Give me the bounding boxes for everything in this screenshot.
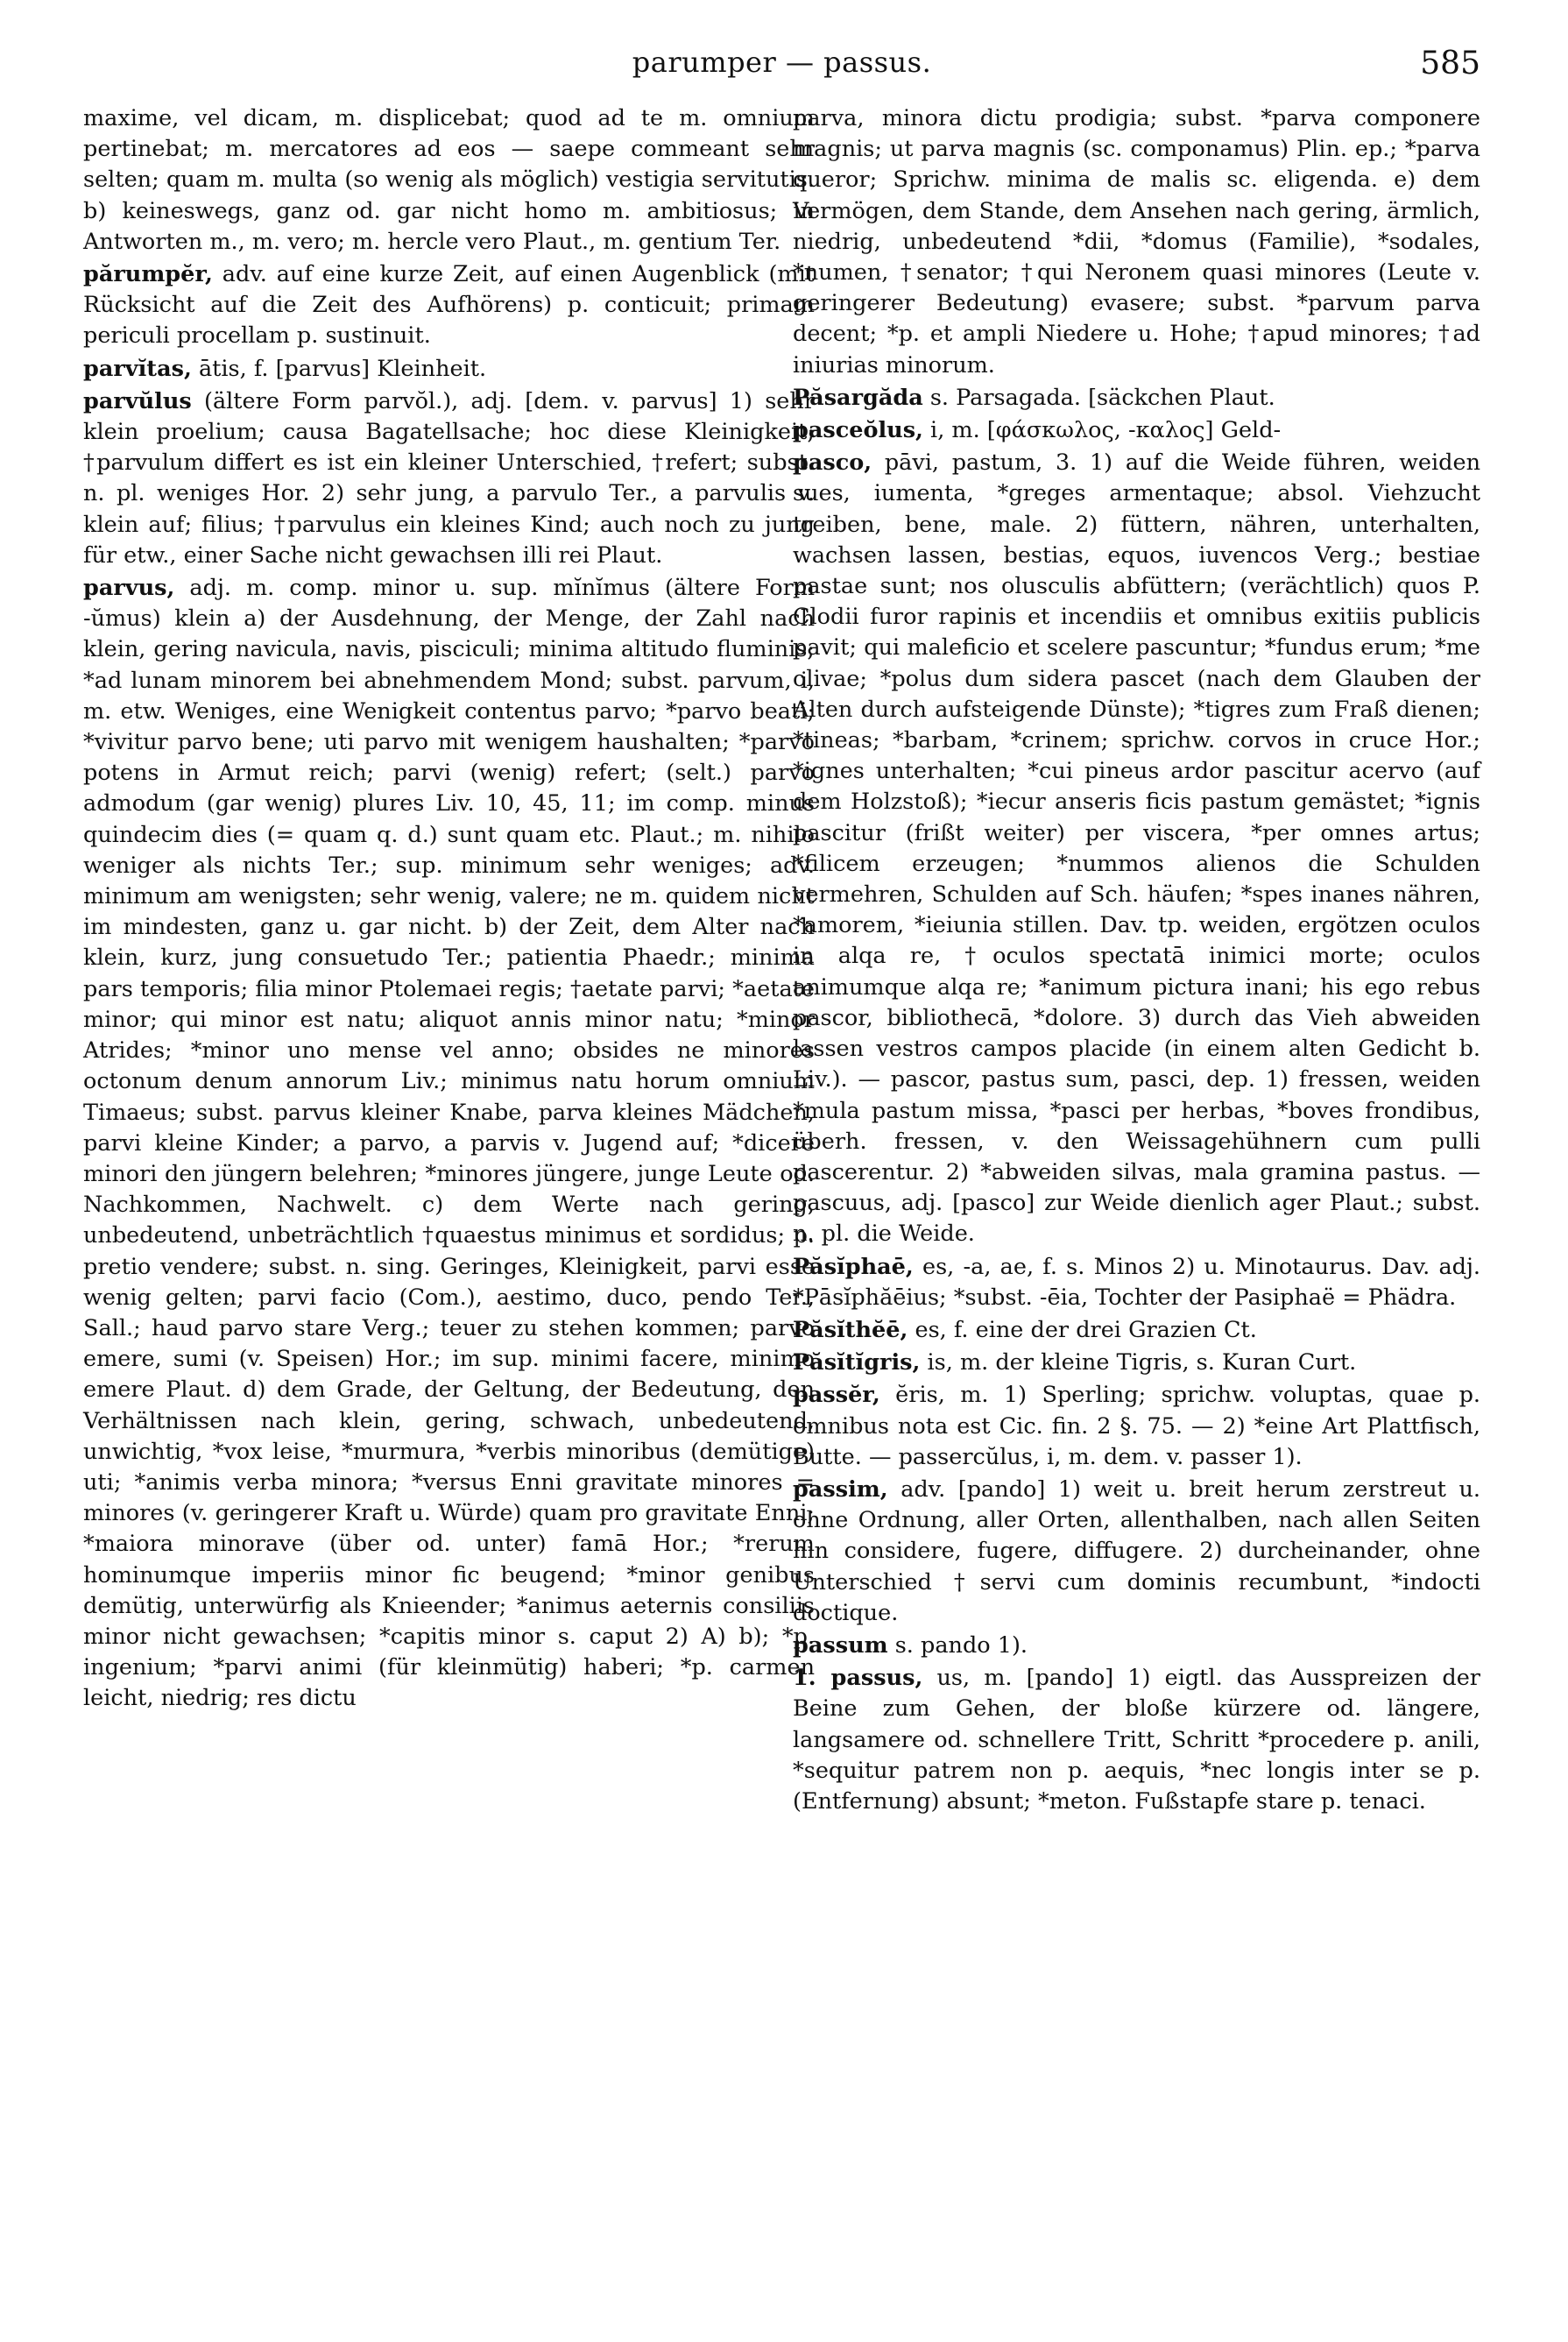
entry-text: adv. auf eine kurze Zeit, auf einen Augenblick (mit Rücksicht auf die Zeit des Aufhörens) p. conticuit; primam periculi procellam p. sustinuit. (83, 261, 816, 350)
entry (793, 383, 1480, 414)
lemma: părumpĕr, (83, 261, 213, 288)
entry-text: adj. m. comp. minor u. sup. mĭnĭmus (ältere Form -ŭmus) klein a) der Ausdehnung, der Menge, der Zahl nach klein, gering navicula, navis, pisciculi; minima altitudo fluminis; *ad lunam minorem bei abnehmendem Mond; subst. parvum, i, m. etw. Weniges, eine Wenigkeit contentus parvo; *parvo beati; *vivitur parvo bene; uti parvo mit wenigem haushalten; *parvo potens in Armut reich; parvi (wenig) refert; (selt.) parvo admodum (gar wenig) plures Liv. 10, 45, 11; im comp. minus quindecim dies (= quam q. d.) sunt quam etc. Plaut.; m. nihilo weniger als nichts Ter.; sup. minimum sehr weniges; adv. minimum am wenigsten; sehr wenig, valere; ne m. quidem nicht im mindesten, ganz u. gar nicht. b) der Zeit, dem Alter nach klein, kurz, jung consuetudo Ter.; patientia Phaedr.; minima pars temporis; filia minor Ptolemaei regis; †aetate parvi; *aetate minor; qui minor est natu; aliquot annis minor natu; *minor Atrides; *minor uno mense vel anno; obsides ne minores octonum denum annorum Liv.; minimus natu horum omnium Timaeus; subst. parvus kleiner Knabe, parva kleines Mädchen, parvi kleine Kinder; a parvo, a parvis v. Jugend auf; *dicere minori den jüngern belehren; *minores jüngere, junge Leute od. Nachkommen, Nachwelt. c) dem Werte nach gering, unbedeutend, unbeträchtlich †quaestus minimus et sordidus; p. pretio vendere; subst. n. sing. Geringes, Kleinigkeit, parvi esse wenig gelten; parvi facio (Com.), aestimo, duco, pendo Ter., Sall.; haud parvo stare Verg.; teuer zu stehen kommen; parvo emere, sumi (v. Speisen) Hor.; im sup. minimi facere, minimo emere Plaut. d) dem Grade, der Geltung, der Bedeutung, den Verhältnissen nach klein, gering, schwach, unbedeutend, unwichtig, *vox leise, *murmura, *verbis minoribus (demütige) uti; *animis verba minora; *versus Enni gravitate minores = minores (v. geringerer Kraft u. Würde) quam pro gravitate Enni; *maiora minorave (über od. unter) famā Hor.; *rerum hominumque imperiis minor fic beugend; *minor genibus demütig, unterwürfig als Knieender; *animus aeternis consiliis minor nicht gewachsen; *capitis minor s. caput 2) A) b); *p. ingenium; *parvi animi (für kleinmütig) haberi; *p. carmen leicht, niedrig; res dictu (83, 575, 816, 1712)
entry-text: adv. [pando] 1) weit u. breit herum zerstreut u. ohne Ordnung, aller Orten, allenthalben, nach allen Seiten hin considere, fugere, diffugere. 2) durcheinander, ohne Unterschied †servi cum dominis recumbunt, *indocti doctique. (793, 1475, 1481, 1626)
entry-text: i, m. [φάσκωλος, -καλος] Geld- (930, 417, 1282, 444)
entry-text: parva, minora dictu prodigia; subst. *parva componere magnis; ut parva magnis (sc. componamus) Plin. ep.; *parva queror; Sprichw. minima de malis sc. eligenda. e) dem Vermögen, dem Stande, dem Ansehen nach gering, ärmlich, niedrig, unbedeutend *dii, *domus (Familie), *sodales, *numen, †senator; †qui Neronem quasi minores (Leute v. geringerer Bedeutung) evasere; subst. *parvum parva decent; *p. et ampli Niedere u. Hohe; †apud minores; †ad iniurias minorum. (793, 105, 1480, 379)
entry (793, 103, 1480, 381)
entry-text: is, m. der kleine Tigris, s. Kuran Curt. (927, 1349, 1357, 1376)
entry-text: (ältere Form parvŏl.), adj. [dem. v. parvus] 1) sehr klein proelium; causa Bagatellsache; hoc diese Kleinigkeit; †parvulum differt es ist ein kleiner Unterschied, †refert; subst. n. pl. weniges Hor. 2) sehr jung, a parvulo Ter., a parvulis v. klein auf; filius; †parvulus ein kleines Kind; auch noch zu jung für etw., einer Sache nicht gewachsen illi rei Plaut. (83, 387, 815, 569)
entry (83, 259, 815, 352)
entry (793, 1631, 1480, 1661)
entry (793, 1475, 1480, 1629)
entry (793, 1348, 1480, 1378)
lemma: Păsargăda (793, 384, 923, 411)
entry (83, 386, 815, 571)
lemma: Păsĭphaē, (793, 1253, 914, 1280)
page-number: 585 (1420, 46, 1480, 81)
running-head: parumper — passus. (632, 46, 932, 79)
lemma: pasceŏlus, (793, 417, 923, 444)
entry (83, 573, 815, 1715)
entry-text: es, -a, ae, f. s. Minos 2) u. Minotaurus. Dav. adj. *Pāsĭphăēius; *subst. -ēia, Tochter der Pasiphaë = Phädra. (793, 1253, 1481, 1311)
lemma: Păsĭthĕē, (793, 1316, 908, 1343)
lemma: Păsĭtĭgris, (793, 1349, 921, 1376)
lemma: 1. passus, (793, 1665, 923, 1692)
right-column (793, 103, 1480, 1819)
entry-text: es, f. eine der drei Grazien Ct. (915, 1316, 1257, 1343)
entry-text: s. Parsagada. [säckchen Plaut. (929, 384, 1275, 411)
entry-text: ĕris, m. 1) Sperling; sprichw. voluptas, quae p. omnibus nota est Cic. fin. 2 §. 75. — 2) *eine Art Plattfisch, Butte. — passercŭlus, i, m. dem. v. passer 1). (793, 1382, 1481, 1470)
entry (83, 354, 815, 385)
lemma: pasco, (793, 449, 872, 477)
lemma: passĕr, (793, 1382, 880, 1409)
entry-text: s. pando 1). (894, 1631, 1028, 1659)
entry (793, 1315, 1480, 1346)
page-header (83, 46, 1480, 89)
entry-text: maxime, vel dicam, m. displicebat; quod ad te m. omnium pertinebat; m. mercatores ad eos — saepe commeant sehr selten; quam m. multa (so wenig als möglich) vestigia servitutis. b) keineswegs, ganz od. gar nicht homo m. ambitiosus; in Antworten m., m. vero; m. hercle vero Plaut., m. gentium Ter. (83, 105, 815, 255)
lemma: parvŭlus (83, 387, 192, 414)
entry (793, 1380, 1480, 1473)
entry (793, 415, 1480, 446)
left-column (83, 103, 815, 1716)
entry-text: us, m. [pando] 1) eigtl. das Ausspreizen der Beine zum Gehen, der bloße kürzere od. längere, langsamere od. schnellere Tritt, Schritt *procedere p. anili, *sequitur patrem non p. aequis, *nec longis inter se p. (Entfernung) absunt; *meton. Fußstapfe stare p. tenaci. (793, 1665, 1480, 1815)
entry (793, 1252, 1480, 1313)
lemma: parvus, (83, 575, 175, 602)
entry (793, 1663, 1480, 1817)
entry (83, 103, 815, 258)
lemma: passum (793, 1631, 888, 1659)
entry-text: ātis, f. [parvus] Kleinheit. (198, 355, 487, 382)
entry-text: pāvi, pastum, 3. 1) auf die Weide führen, weiden sues, iumenta, *greges armentaque; absol. Viehzucht treiben, bene, male. 2) füttern, nähren, unterhalten, wachsen lassen, bestias, equos, iuvencos Verg.; bestiae pastae sunt; nos olusculis abfüttern; (verächtlich) quos P. Clodii furor rapinis et incendiis et omnibus exitiis publicis pavit; qui maleficio et scelere pascuntur; *fundus erum; *me olivae; *polus dum sidera pascet (nach dem Glauben der Alten durch aufsteigende Dünste); *tigres zum Fraß dienen; *tineas; *barbam, *crinem; sprichw. corvos in cruce Hor.; *ignes unterhalten; *cui pineus ardor pascitur acervo (auf dem Holzstoß); *iecur anseris ficis pastum gemästet; *ignis pascitur (frißt weiter) per viscera, *per omnes artus; *filicem erzeugen; *nummos alienos die Schulden vermehren, Schulden auf Sch. häufen; *spes inanes nähren, *amorem, *ieiunia stillen. Dav. tp. weiden, ergötzen oculos in alqa re, †oculos spectatā inimici morte; oculos animumque alqa re; *animum pictura inani; his ego rebus pascor, bibliothecā, *dolore. 3) durch das Vieh abweiden lassen vestros campos placide (in einem alten Gedicht b. Liv.). — pascor, pastus sum, pasci, dep. 1) fressen, weiden *mula pastum missa, *pasci per herbas, *boves frondibus, überh. fressen, v. den Weissagehühnern cum pulli pascerentur. 2) *abweiden silvas, mala gramina pastus. — pascuus, adj. [pasco] zur Weide dienlich ager Plaut.; subst. n. pl. die Weide. (793, 449, 1480, 1248)
lemma: passim, (793, 1475, 888, 1503)
entry (793, 448, 1480, 1249)
lemma: parvĭtas, (83, 355, 192, 382)
